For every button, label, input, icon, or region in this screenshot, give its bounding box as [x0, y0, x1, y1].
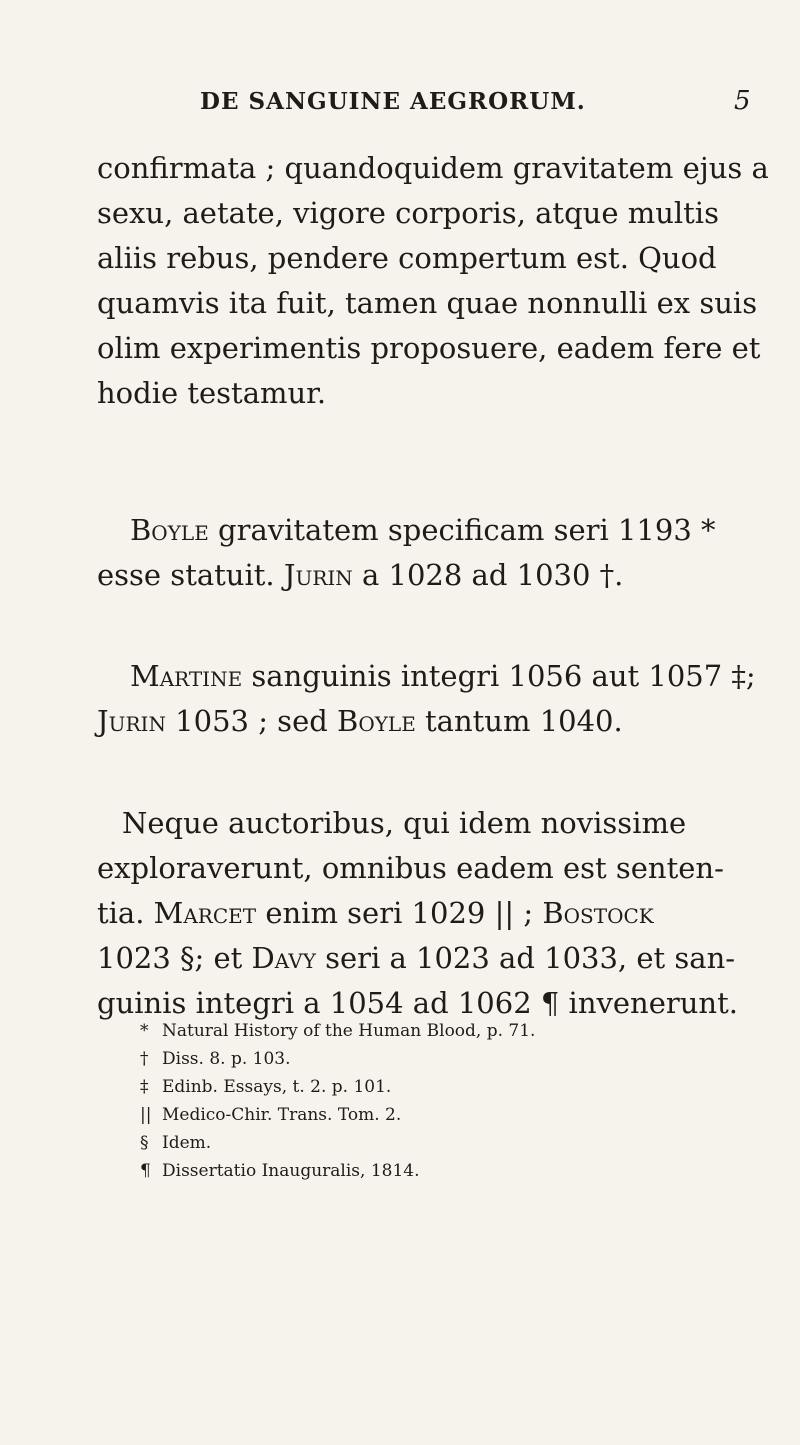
- text-span: tia.: [97, 896, 154, 930]
- text-span: 1053 ; sed: [165, 704, 338, 738]
- text-span: enim seri 1029 || ;: [256, 896, 543, 930]
- text-line: aliis rebus, pendere compertum est. Quod: [97, 241, 717, 275]
- text-line: exploraverunt, omnibus eadem est senten-: [97, 851, 724, 885]
- author-name: Davy: [251, 941, 316, 975]
- text-line: [97, 940, 735, 976]
- footnote-mark: *: [140, 1021, 149, 1041]
- text-line: Neque auctoribus, qui idem novissime: [122, 806, 687, 840]
- author-name: Bostock: [542, 896, 654, 930]
- text-span: esse statuit.: [97, 558, 284, 592]
- text-span: 1023 §; et: [97, 941, 252, 975]
- footnote-text: Idem.: [162, 1133, 212, 1153]
- text-span: gravitatem specificam seri 1193 *: [208, 513, 716, 547]
- text-span: sanguinis integri 1056 aut 1057 ‡;: [242, 659, 756, 693]
- running-title: DE SANGUINE AEGRORUM.: [200, 88, 586, 115]
- footnote-text: Diss. 8. p. 103.: [162, 1049, 291, 1069]
- footnote-text: Dissertatio Inauguralis, 1814.: [162, 1161, 420, 1181]
- footnote-text: Natural History of the Human Blood, p. 71.: [162, 1021, 536, 1041]
- footnote: [140, 1020, 535, 1042]
- footnote-mark: §: [140, 1133, 149, 1153]
- page-number: 5: [734, 86, 751, 116]
- footnote: [140, 1160, 420, 1182]
- text-line: hodie testamur.: [97, 376, 327, 410]
- text-line: [130, 512, 716, 548]
- footnote-mark: ¶: [140, 1161, 151, 1181]
- footnote: [140, 1132, 211, 1154]
- author-name: Jurin: [97, 704, 166, 738]
- author-name: Marcet: [153, 896, 257, 930]
- footnote: [140, 1104, 401, 1126]
- text-line: olim experimentis proposuere, eadem fere et: [97, 331, 761, 365]
- footnote-text: Edinb. Essays, t. 2. p. 101.: [162, 1077, 392, 1097]
- footnote-mark: †: [140, 1049, 149, 1069]
- text-line: sexu, aetate, vigore corporis, atque multis: [97, 196, 719, 230]
- text-span: seri a 1023 ad 1033, et san-: [315, 941, 736, 975]
- author-name: Martine: [130, 659, 243, 693]
- text-line: guinis integri a 1054 ad 1062 ¶ invenerunt.: [97, 986, 738, 1020]
- author-name: Jurin: [283, 558, 353, 592]
- text-line: [130, 658, 756, 694]
- text-line: quamvis ita fuit, tamen quae nonnulli ex suis: [97, 286, 758, 320]
- text-span: tantum 1040.: [415, 704, 623, 738]
- footnote-mark: ||: [140, 1105, 152, 1125]
- text-span: a 1028 ad 1030 †.: [352, 558, 624, 592]
- footnote-text: Medico-Chir. Trans. Tom. 2.: [162, 1105, 402, 1125]
- text-line: [97, 895, 654, 931]
- footnote: [140, 1076, 391, 1098]
- footnote-mark: ‡: [140, 1077, 149, 1097]
- text-line: [97, 703, 623, 739]
- author-name: Boyle: [337, 704, 416, 738]
- text-line: [97, 557, 623, 593]
- author-name: Boyle: [130, 513, 209, 547]
- footnote: [140, 1048, 291, 1070]
- text-line: confirmata ; quandoquidem gravitatem ejus a: [97, 151, 769, 185]
